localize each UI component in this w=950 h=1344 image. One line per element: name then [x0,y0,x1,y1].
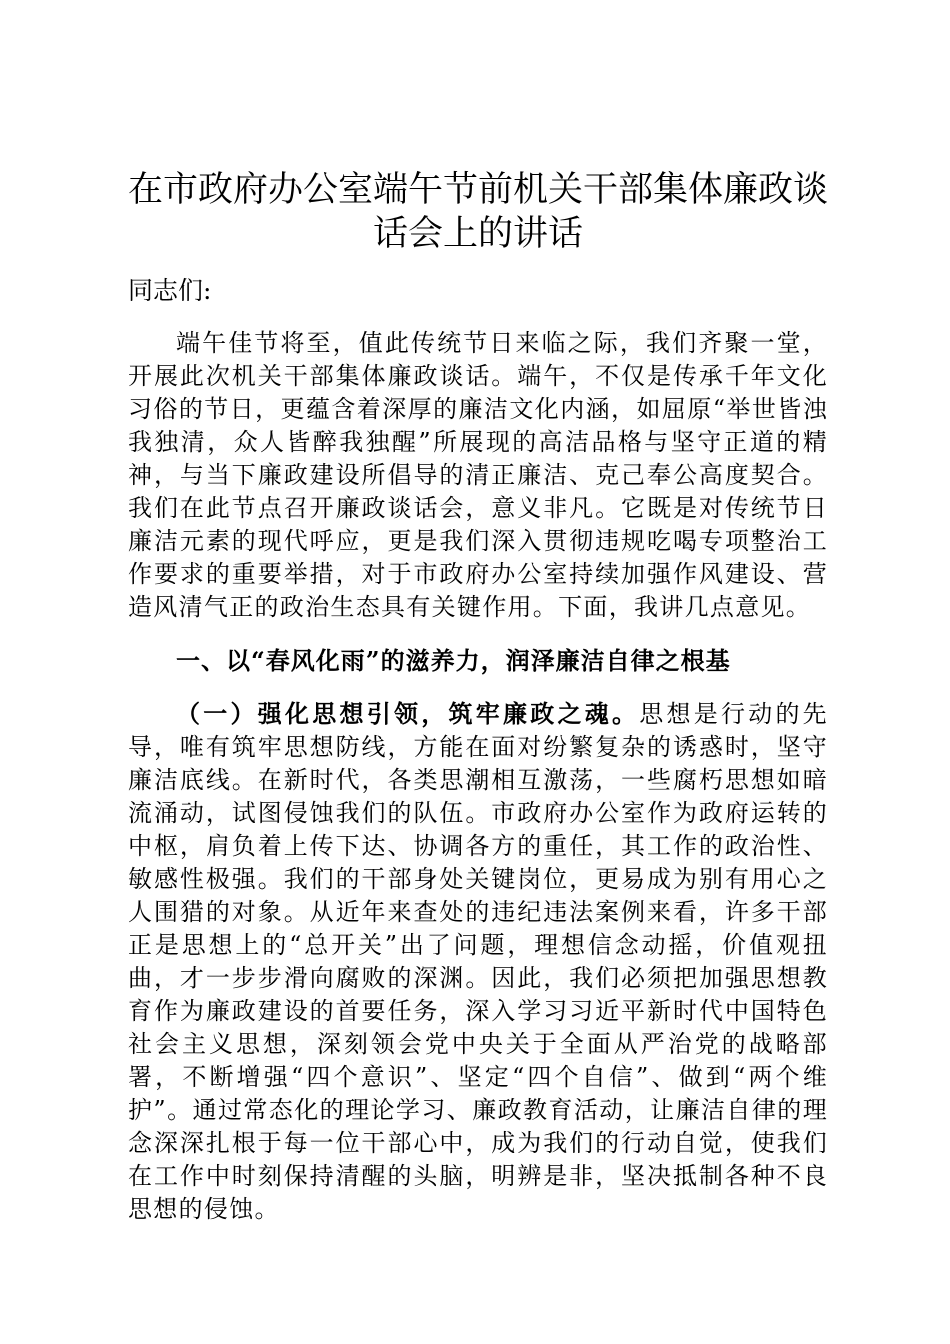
document-page [128,168,828,1226]
subsection-1-body: 思想是行动的先导，唯有筑牢思想防线，方能在面对纷繁复杂的诱惑时，坚守廉洁底线。在新时代，各类思潮相互激荡，一些腐朽思想如暗流涌动，试图侵蚀我们的队伍。市政府办公室作为政府运转的中枢，肩负着上传下达、协调各方的重任，其工作的政治性、敏感性极强。我们的干部身处关键岗位，更易成为别有用心之人围猎的对象。从近年来查处的违纪违法案例来看，许多干部正是思想上的“总开关”出了问题，理想信念动摇，价值观扭曲，才一步步滑向腐败的深渊。因此，我们必须把加强思想教育作为廉政建设的首要任务，深入学习习近平新时代中国特色社会主义思想，深刻领会党中央关于全面从严治党的战略部署，不断增强“四个意识”、坚定“四个自信”、做到“两个维护”。通过常态化的理论学习、廉政教育活动，让廉洁自律的理念深深扎根于每一位干部心中，成为我们的行动自觉，使我们在工作中时刻保持清醒的头脑，明辨是非，坚决抵制各种不良思想的侵蚀。 [128,700,828,1223]
salutation: 同志们: [128,276,212,305]
intro-paragraph: 端午佳节将至，值此传统节日来临之际，我们齐聚一堂，开展此次机关干部集体廉政谈话。端午，不仅是传承千年文化习俗的节日，更蕴含着深厚的廉洁文化内涵，如屈原“举世皆浊我独清，众人皆醉我独醒”所展现的高洁品格与坚守正道的精神，与当下廉政建设所倡导的清正廉洁、克己奉公高度契合。我们在此节点召开廉政谈话会，意义非凡。它既是对传统节日廉洁元素的现代呼应，更是我们深入贯彻违规吃喝专项整治工作要求的重要举措，对于市政府办公室持续加强作风建设、营造风清气正的政治生态具有关键作用。下面，我讲几点意见。 [128,329,828,621]
section-1-heading: 一、以“春风化雨”的滋养力，润泽廉洁自律之根基 [176,646,731,675]
subsection-1-paragraph [128,697,828,1226]
subsection-1-lead: （一）强化思想引领，筑牢廉政之魂。 [176,699,640,728]
document-title: 在市政府办公室端午节前机关干部集体廉政谈话会上的讲话 [128,170,829,254]
